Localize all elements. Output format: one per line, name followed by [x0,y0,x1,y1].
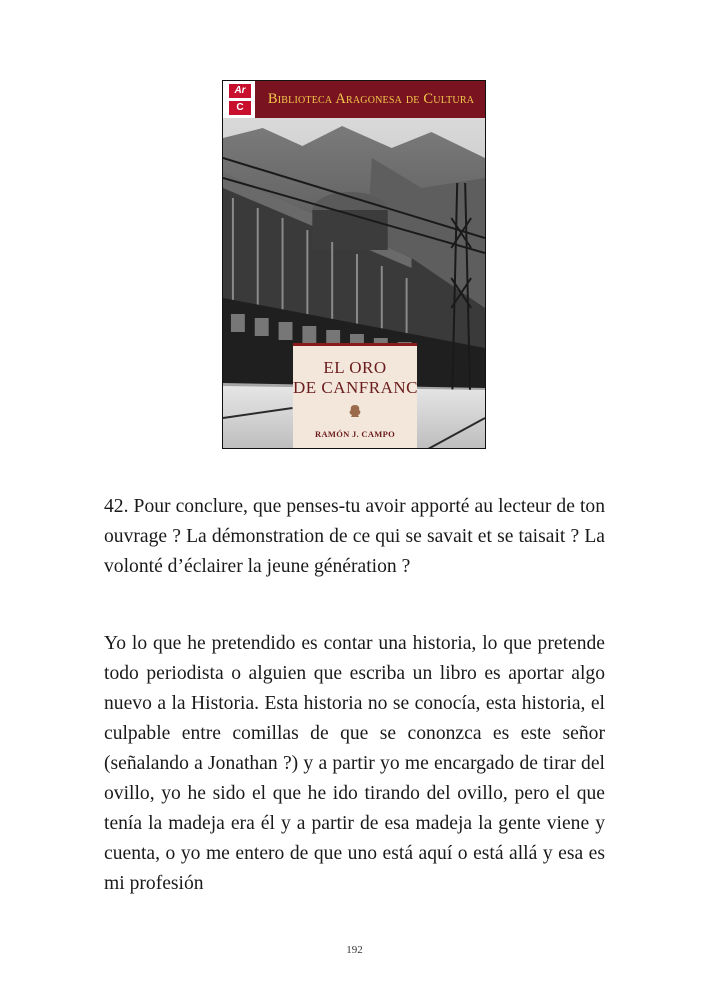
book-title-line-2: DE CANFRANC [293,378,418,397]
book-title [293,358,417,398]
answer-paragraph: Yo lo que he pretendido es contar una historia, lo que pretende todo periodista o alguien que escriba un libro es aportar algo nuevo a la Historia. Esta historia no se conocía, esta historia, el culpable entre comillas de que se cononzca es este señor (señalando a Jonathan ?) y a partir yo me encargado de tirar del ovillo, yo he sido el que he ido tirando del ovillo, pero el que tenía la madeja era él y a partir de esa madeja la gente viene y cuenta, o yo me entero de que uno está aquí o está allá y esa es mi profesión [104,633,605,894]
series-title: Biblioteca Aragonesa de Cultura [267,91,475,107]
book-cover [222,80,486,449]
book-author: RAMÓN J. CAMPO [315,429,395,439]
page-number: 192 [346,944,363,956]
series-band [223,81,485,118]
book-title-line-1: EL ORO [323,358,387,377]
emblem-icon [347,404,363,418]
logo-bottom-text: C [229,101,251,115]
logo-top-text: Ar [229,84,251,98]
question-paragraph: 42. Pour conclure, que penses-tu avoir apporté au lecteur de ton ouvrage ? La démonstration de ce qui se savait et se taisait ? La volonté d’éclairer la jeune génération ? [104,496,605,577]
cover-title-label [293,343,417,449]
publisher-logo [223,81,257,118]
